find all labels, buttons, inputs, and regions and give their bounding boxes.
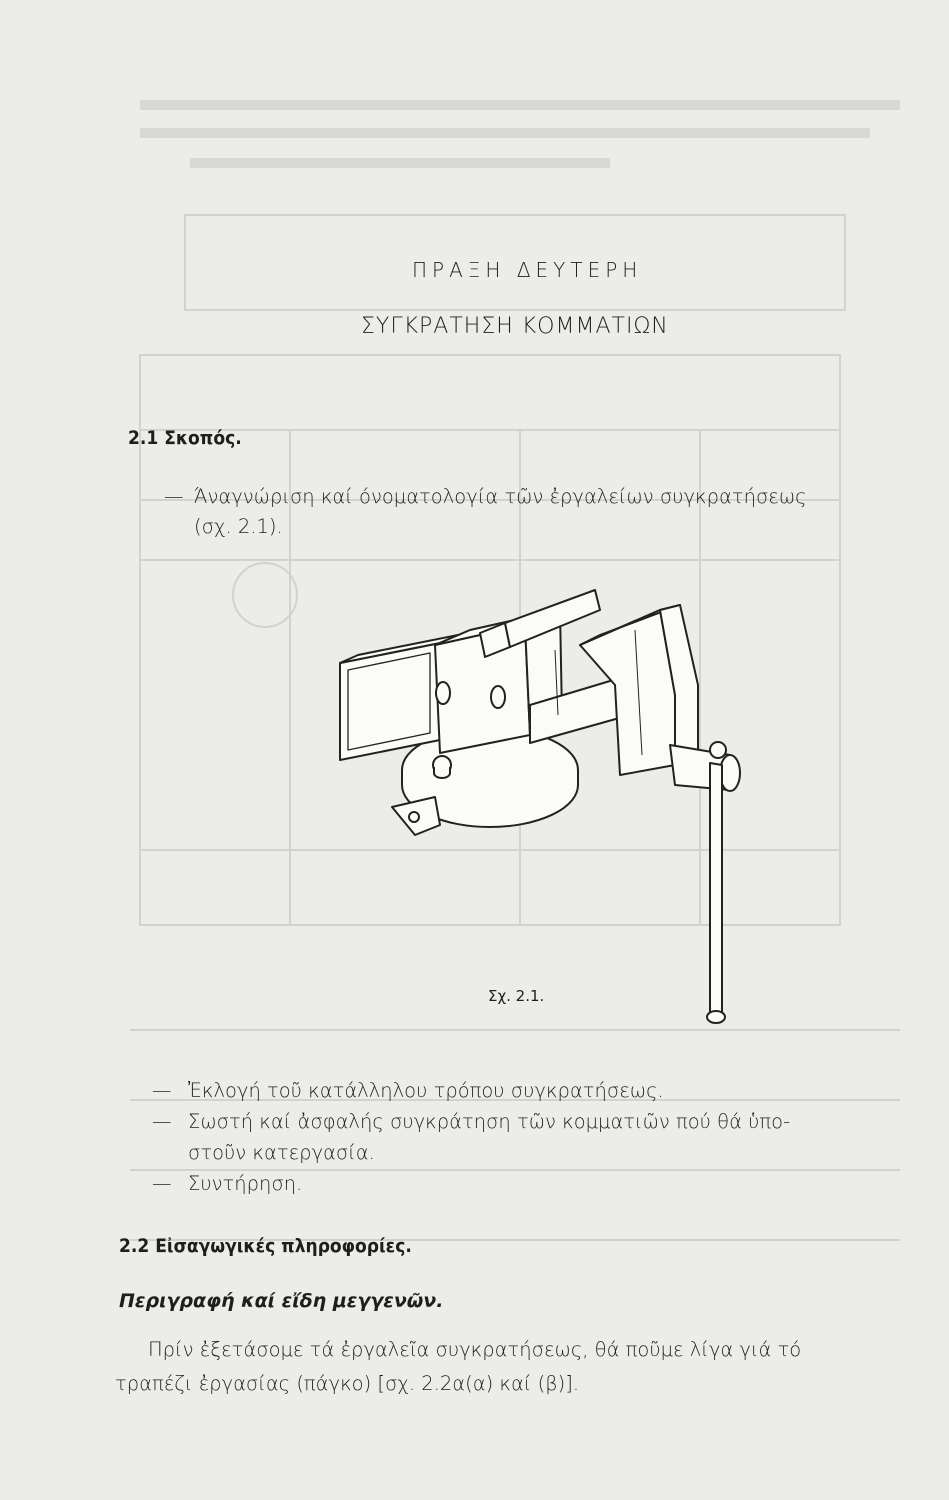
goal-4: Συντήρηση. — [188, 1172, 303, 1195]
goal-1-line-1: Άναγνώριση καί όνοματολογία τῶν ἐργαλείων συγκρατήσεως — [194, 485, 807, 508]
goal-3-line-1: Σωστή καί ἀσφαλής συγκράτηση τῶν κομματιῶν πού θά ὑπο- — [188, 1110, 791, 1133]
list-dash: — — [164, 485, 184, 508]
section-heading-2-2: 2.2 Εἰσαγωγικές πληροφορίες. — [119, 1235, 412, 1257]
part-title: ΠΡΑΞΗ ΔΕΥΤΕΡΗ — [412, 258, 643, 282]
list-dash: — — [152, 1079, 172, 1102]
list-dash: — — [152, 1110, 172, 1133]
section-heading-2-1: 2.1 Σκοπός. — [128, 427, 242, 449]
goal-2: Ἐκλογή τοῦ κατάλληλου τρόπου συγκρατήσεως. — [188, 1079, 664, 1102]
goal-3-line-2: στοῦν κατεργασία. — [188, 1141, 375, 1164]
bench-vise-illustration — [330, 585, 750, 1035]
list-dash: — — [152, 1172, 172, 1195]
paragraph-line-2: τραπέζι ἐργασίας (πάγκο) [σχ. 2.2α(α) καί (β)]. — [115, 1372, 580, 1395]
subsection-heading: Περιγραφή καί εἴδη μεγγενῶν. — [119, 1290, 444, 1312]
figure-caption: Σχ. 2.1. — [488, 987, 545, 1005]
chapter-title: ΣΥΓΚΡΑΤΗΣΗ ΚΟΜΜΑΤΙΩΝ — [361, 314, 669, 339]
paragraph-line-1: Πρίν ἐξετάσομε τά ἐργαλεῖα συγκρατήσεως, θά ποῦμε λίγα γιά τό — [148, 1338, 802, 1361]
goal-1-line-2: (σχ. 2.1). — [194, 515, 283, 538]
